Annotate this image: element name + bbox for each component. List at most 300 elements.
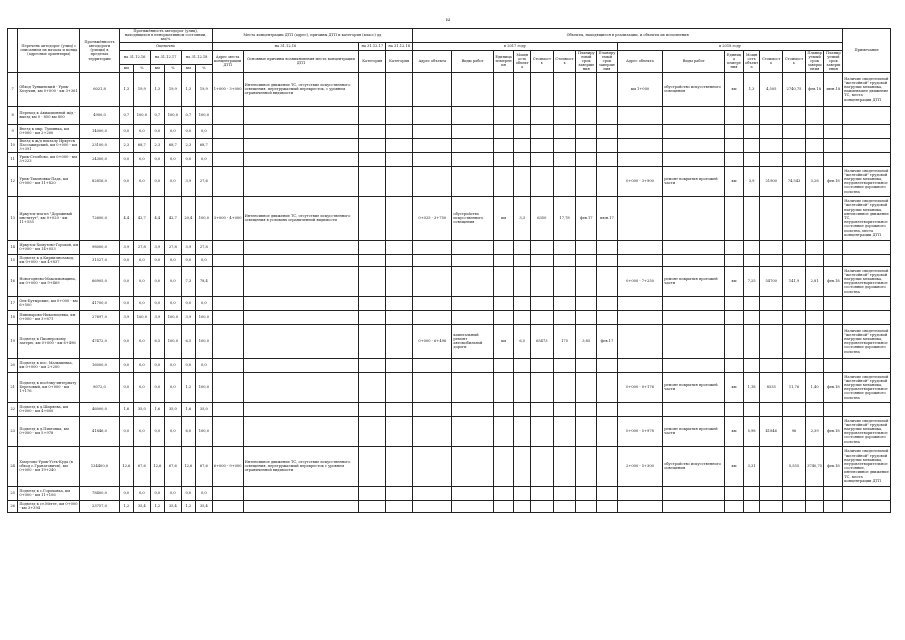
cell-o17a [413,358,452,372]
cell-date2 [824,152,843,166]
cell-date [805,358,824,372]
cell-place [212,138,243,152]
cell-u [493,358,514,372]
cell-o18a [617,254,662,266]
cell-len: 4900,0 [80,106,119,124]
cell-date2: фев.18 [824,416,843,446]
cell-cause: Интенсивное движение ТС, отсутствие искусственного освещения в условиях ограниченной видимости [243,196,359,240]
cell-u [725,196,744,240]
cell-note [843,358,891,372]
cell-date [576,310,597,324]
cell-u [725,240,744,254]
cell-date2 [824,500,843,512]
cell-c3a: 0,0 [181,296,195,310]
cell-empty [359,196,386,240]
cell-n: 11 [8,152,18,166]
cell-o17w [452,240,493,254]
cell-len: 134400,0 [80,446,119,486]
cell-date [805,106,824,124]
cell-route: Новогоднево-Максимовщина, км 0+000 - км 9+469 [18,266,80,296]
cell-u [725,402,744,416]
cell-c1b: 67,6 [134,446,151,486]
cell-cost: 6350 [530,196,553,240]
cell-u [493,500,514,512]
cell-o17w [452,152,493,166]
cell-o17a [413,266,452,296]
cell-u [493,106,514,124]
cell-c2a: 0,0 [150,358,164,372]
cell-note: Наличие свидетельной "желтойной" трудовой нагрузки механика, неудовлетворительное состояние, интенсивное движение ТС, места концентрации ДТП [843,446,891,486]
cell-o18w [663,240,725,254]
cell-p [514,310,531,324]
cell-p [514,138,531,152]
cell-date: 1,40 [805,372,824,402]
cell-empty [386,296,413,310]
cell-c3b: 100,0 [196,324,213,358]
cell-u [725,310,744,324]
cell-p [514,106,531,124]
cell-o18a [617,310,662,324]
cell-c1a: 0,0 [119,324,133,358]
cell-o17a [413,152,452,166]
cell-c3a: 6,0 [181,416,195,446]
cell-place: 3+000 - 4+000 [212,196,243,240]
cell-c1a: 0,0 [119,266,133,296]
cell-n: 25 [8,486,18,500]
cell-empty [386,324,413,358]
cell-c3a: 7,3 [181,266,195,296]
cell-date2 [597,296,618,310]
cell-cost [760,196,783,240]
cell-c2b: 0,0 [165,124,182,138]
cell-p [514,358,531,372]
cell-c1b: 100,0 [134,310,151,324]
header-objects: Объекты, находящиеся в реализации, и объекты их исполнения [413,29,843,43]
cell-c2b: 100,0 [165,310,182,324]
header-obj17-work: Виды работ [452,50,493,72]
cell-note [843,310,891,324]
cell-date [805,310,824,324]
table-row [8,372,891,402]
cell-place [212,310,243,324]
cell-o18w [663,138,725,152]
cell-o17w [452,358,493,372]
cell-p [514,296,531,310]
cell-c3b: 67,6 [196,446,213,486]
cell-p [743,324,760,358]
cell-p [743,106,760,124]
cell-o17a [413,166,452,196]
cell-len: 31527,0 [80,254,119,266]
cell-route: Подъезд к Пионерскому лагерю, км 0+000 - км 6+496 [18,324,80,358]
cell-s [553,296,576,310]
cell-o18w [663,152,725,166]
cell-place [212,416,243,446]
cell-cost [760,254,783,266]
cell-date2 [597,240,618,254]
cell-u: км [725,372,744,402]
cell-cost [760,124,783,138]
cell-u [725,106,744,124]
cell-c2a: 0,0 [150,124,164,138]
cell-note [843,138,891,152]
cell-c3b: 78,4 [196,266,213,296]
table-body [8,72,891,512]
cell-s [553,372,576,402]
cell-c1b: 0,0 [134,166,151,196]
cell-note: Наличие свидетельной "желтойной" трудовой нагрузки механика, неудовлетворительное состояние дорожного полотна [843,416,891,446]
cell-p: 5,98 [743,416,760,446]
cell-date2 [597,372,618,402]
table-row [8,310,891,324]
cell-place [212,240,243,254]
cell-n: 24 [8,446,18,486]
cell-cause [243,372,359,402]
cell-len: 8072,0 [80,372,119,402]
cell-s [783,402,806,416]
header-condition: Протяжённость автодорог (улиц), находящихся в ненормативном состоянии, км/% [119,29,212,43]
cell-cost [530,296,553,310]
cell-cost [530,358,553,372]
cell-u [493,416,514,446]
cell-note: Наличие свидетельной "желтойной" трудовой нагрузки механика, наименьшее движение ТС, места концентрации ДТП [843,72,891,106]
cell-place [212,266,243,296]
cell-s: 96 [783,416,806,446]
cell-o18a [617,358,662,372]
table-row [8,240,891,254]
cell-date [805,324,824,358]
cell-date [576,446,597,486]
table-row [8,324,891,358]
cell-date2 [597,106,618,124]
cell-len: 27697,0 [80,310,119,324]
cell-route: Подъезд к ст.Мегет, км 0+000 - км 3+394 [18,500,80,512]
cell-cause: Интенсивное движение ТС, отсутствие искусственного освещения, перегружаемый перекресток с уровнем ограниченной видимости [243,446,359,486]
cell-c1a: 0,0 [119,296,133,310]
cell-len: 66905,0 [80,266,119,296]
cell-c1a: 0,0 [119,166,133,196]
cell-place: 6+000 - 9+000 [212,446,243,486]
cell-date [576,124,597,138]
cell-c1b: 19,9 [134,72,151,106]
cell-s: 2740,75 [783,72,806,106]
cell-c3a: 0,0 [181,358,195,372]
cell-c3b: 27,8 [196,240,213,254]
cell-c1a: 0,0 [119,152,133,166]
cell-empty [359,166,386,196]
cell-c2a: 2,3 [150,138,164,152]
cell-empty [386,240,413,254]
cell-o18a [617,152,662,166]
cell-o18w: ремонт покрытия проезжей части [663,166,725,196]
cell-c2a: 1,3 [150,72,164,106]
cell-cause [243,416,359,446]
cell-note: Наличие свидетельной "желтойной" трудовой нагрузки механика, интенсивное движение ТС, неудовлетворительное состояние дорожного полотна, места концентрации ДТП [843,196,891,240]
cell-o17a [413,240,452,254]
cell-c3b: 0,0 [196,124,213,138]
table-row [8,486,891,500]
cell-date2 [597,124,618,138]
cell-n: 13 [8,196,18,240]
cell-o18a: 0+000 - 0+176 [617,372,662,402]
page-number: ы [446,17,450,23]
cell-len: 98000,0 [80,240,119,254]
cell-n: 7 [8,72,18,106]
cell-o17w [452,296,493,310]
cell-c1b: 100,0 [134,106,151,124]
cell-date [805,486,824,500]
cell-s [553,166,576,196]
cell-u [493,266,514,296]
cell-o17a [413,72,452,106]
cell-cost [760,152,783,166]
cell-s [553,72,576,106]
cell-p [743,486,760,500]
cell-date2: фев.18 [824,166,843,196]
cell-cost: 54700 [760,266,783,296]
cell-p [743,310,760,324]
cell-c3b: 0,0 [196,358,213,372]
cell-date [576,152,597,166]
cell-u [725,324,744,358]
cell-s [553,446,576,486]
cell-p [743,124,760,138]
cell-c1b: 0,0 [134,266,151,296]
cell-c3b: 0,0 [196,254,213,266]
cell-cause [243,402,359,416]
cell-len: 72600,0 [80,196,119,240]
cell-c3a: 1,6 [181,402,195,416]
cell-date: фев.18 [805,72,824,106]
cell-c2b: 27,8 [165,240,182,254]
cell-s [783,358,806,372]
cell-empty [359,486,386,500]
cell-date2: фев.17 [597,324,618,358]
cell-cost [530,372,553,402]
cell-note [843,296,891,310]
cell-c1b: 0,0 [134,254,151,266]
cell-s [553,486,576,500]
cell-o18a: 0+000 - 5+978 [617,416,662,446]
unit-pct-3: % [196,64,213,72]
cell-o17w [452,138,493,152]
cell-p: 3,31 [743,446,760,486]
header-obj17-power: Мощность объекта [514,50,531,72]
cell-c1a: 1,2 [119,500,133,512]
cell-s [553,402,576,416]
cell-c2b: 68,7 [165,138,182,152]
cell-o17a [413,500,452,512]
cell-date2 [824,196,843,240]
cell-s [783,296,806,310]
cell-date [576,486,597,500]
header-obj18-work: Виды работ [663,50,725,72]
cell-len: 41700,0 [80,296,119,310]
cell-c1a: 3,9 [119,310,133,324]
cell-date [805,254,824,266]
cell-p [514,166,531,196]
header-category-b: Категория [386,50,413,72]
cell-s: 11,76 [783,372,806,402]
cell-s [783,254,806,266]
cell-o17w [452,486,493,500]
cell-c1b: 35,0 [134,402,151,416]
cell-date2 [597,486,618,500]
cell-cost [760,446,783,486]
cell-c2a: 4,4 [150,196,164,240]
cell-p [743,240,760,254]
cell-p: 1,18 [743,372,760,402]
cell-c2b: 35,4 [165,500,182,512]
cell-date2: фев.18 [824,446,843,486]
cell-c3b: 0,0 [196,486,213,500]
cell-cost: 8535 [760,372,783,402]
cell-p [514,240,531,254]
cell-c2a: 0,7 [150,106,164,124]
cell-c3a: 2,3 [181,138,195,152]
cell-u: км [725,416,744,446]
table-row [8,358,891,372]
header-obj18-unit: Единица измерения [725,50,744,72]
cell-o18a [617,402,662,416]
cell-c2b: 0,0 [165,152,182,166]
cell-c3b: 68,7 [196,138,213,152]
cell-u: км [493,196,514,240]
cell-s [783,310,806,324]
cell-o18a [617,296,662,310]
cell-date [576,500,597,512]
cell-c3b: 19,9 [196,72,213,106]
cell-n: 16 [8,266,18,296]
cell-p [743,196,760,240]
cell-cost: 65473 [530,324,553,358]
cell-s [783,152,806,166]
cell-cost: 41846 [760,416,783,446]
header-2017: в 2017 году [413,42,618,50]
cell-empty [359,296,386,310]
cell-place [212,324,243,358]
cell-n: 19 [8,324,18,358]
cell-note [843,486,891,500]
cell-date [576,254,597,266]
road-condition-table [7,28,891,513]
cell-u [493,372,514,402]
cell-empty [359,254,386,266]
cell-cause [243,266,359,296]
header-estimated: Оценочно [119,42,212,50]
cell-date2: июн.18 [824,72,843,106]
cell-note [843,500,891,512]
cell-n: 17 [8,296,18,310]
cell-u [493,166,514,196]
header-obj18-date: Планируемый срок завершения [807,50,822,72]
cell-date: 3,85 [576,324,597,358]
cell-cost [530,446,553,486]
cell-p [514,416,531,446]
cell-date2: июн.17 [597,196,618,240]
cell-len: 14000,0 [80,124,119,138]
cell-o17w [452,124,493,138]
cell-u [493,296,514,310]
cell-cost [530,310,553,324]
cell-o17w [452,402,493,416]
cell-c3a: 1,3 [181,72,195,106]
cell-cost [530,486,553,500]
cell-o17w: обустройство искусственного освещения [452,196,493,240]
cell-cost [760,106,783,124]
header-places-date: на 31.12.16 [212,42,359,50]
cell-cost [530,254,553,266]
cell-date [576,402,597,416]
cell-c1b: 0,0 [134,486,151,500]
table-row [8,196,891,240]
cell-c3b: 35,4 [196,500,213,512]
cell-cost [530,106,553,124]
header-note: Примечание [843,29,891,73]
cell-p [743,358,760,372]
cell-date2 [597,310,618,324]
cell-cost [760,402,783,416]
cell-c2b: 67,6 [165,446,182,486]
cell-o18w: ремонт покрытия проезжей части [663,416,725,446]
cell-empty [386,254,413,266]
cell-date2 [824,240,843,254]
cell-c1b: 0,0 [134,152,151,166]
cell-c2a: 3,9 [150,240,164,254]
unit-pct-1: % [134,64,151,72]
cell-route: Подъезд к д.Ширяева, км 0+000 - км 4+600 [18,402,80,416]
cell-c1a: 0,7 [119,106,133,124]
table-row [8,500,891,512]
cell-n: 8 [8,106,18,124]
cell-c2b: 0,0 [165,486,182,500]
cell-len: 46000,0 [80,402,119,416]
cell-c2a: 0,0 [150,296,164,310]
cell-empty [386,266,413,296]
cell-u: км [725,266,744,296]
cell-s [783,106,806,124]
cell-route: Въезд к ж/д вокзалу Иркутск Пассажирский, км 0+000 - км 3+391 [18,138,80,152]
cell-empty [386,402,413,416]
cell-c1a: 2,3 [119,138,133,152]
cell-cause [243,486,359,500]
cell-s [783,324,806,358]
cell-c1a: 0,0 [119,372,133,402]
cell-c3a: 1,2 [181,500,195,512]
cell-len: 23757,0 [80,500,119,512]
cell-place [212,372,243,402]
cell-c2a: 0,0 [150,486,164,500]
cell-route: Подъезд к пос. Малышевка, км 0+000 - км 2+200 [18,358,80,372]
header-2018: в 2018 году [617,42,843,50]
data-table-sheet [7,28,891,632]
cell-note [843,124,891,138]
cell-len: 6021,8 [80,72,119,106]
cell-empty [359,240,386,254]
cell-date2 [824,324,843,358]
cell-c2a: 12,6 [150,446,164,486]
cell-p: 3,9 [743,166,760,196]
header-obj17-cost2: Стоимость [553,50,576,72]
cell-c1a: 1,6 [119,402,133,416]
cell-note: Наличие свидетельной "желтойной" трудовой нагрузки механика, неудовлетворительное состояние дорожного полотна [843,372,891,402]
cell-c1b: 0,0 [134,296,151,310]
cell-o18w: обустройство искусственного освещения [663,446,725,486]
cell-c1a: 12,6 [119,446,133,486]
cell-date [576,416,597,446]
cell-s [553,500,576,512]
cell-o18w: ремонт покрытия проезжей части [663,372,725,402]
